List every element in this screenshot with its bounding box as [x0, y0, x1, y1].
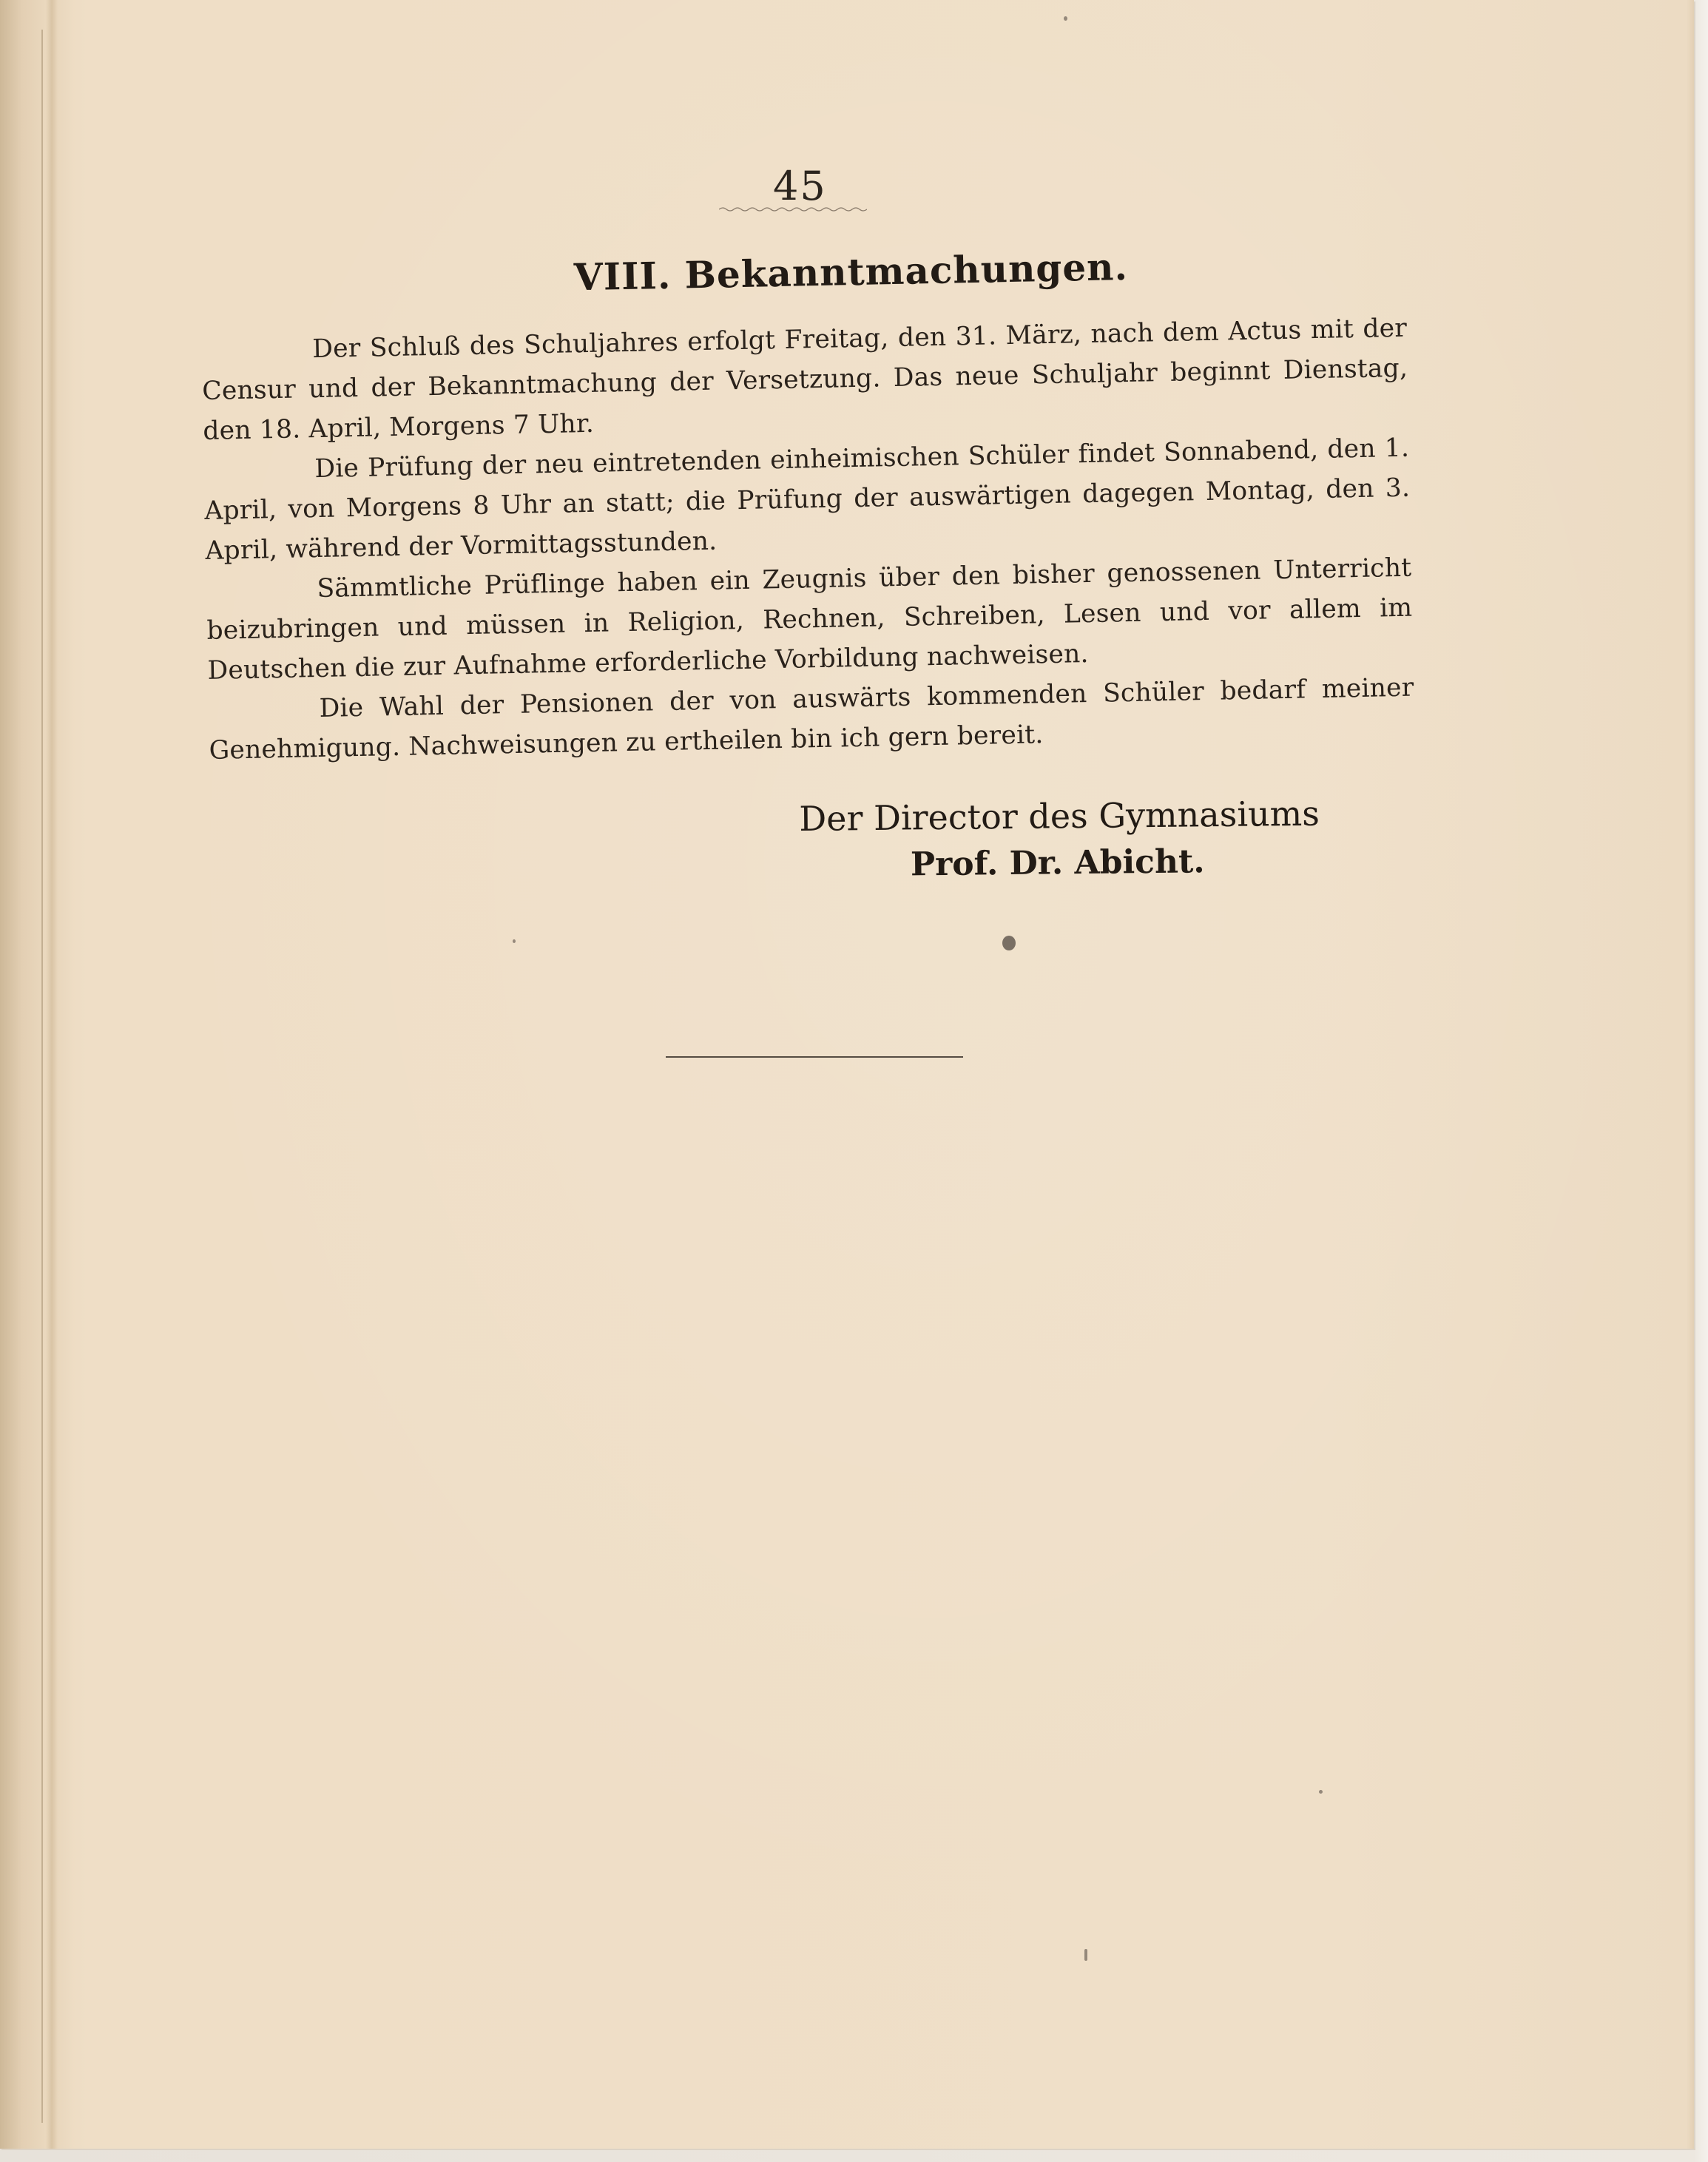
announcement-section: [200, 240, 1415, 771]
signature-name: Prof. Dr. Abicht.: [910, 842, 1205, 884]
paper-speck: [1319, 1790, 1323, 1794]
paragraph-boarding: Die Wahl der Pensionen der von auswärts kommenden Schüler bedarf meiner Genehmigung. Nachweisungen zu ertheilen bin ich gern bereit.: [209, 672, 1414, 766]
paper-speck: [513, 939, 516, 943]
signature-block: [799, 790, 1320, 890]
page-number-ornament: [719, 206, 867, 213]
signature-title: Der Director des Gymnasiums: [799, 793, 1320, 839]
paragraph-examination: Die Prüfung der neu eintretenden einheimischen Schüler findet Sonnabend, den 1. April, von Morgens 8 Uhr an statt; die Prüfung der auswärtigen dagegen Montag, den 3. April, während der Vormittagsstunden.: [204, 433, 1411, 566]
section-divider-rule: [666, 1056, 963, 1058]
paper-speck: [1084, 1949, 1087, 1961]
page-number: 45: [773, 163, 827, 209]
paper-speck: [1064, 16, 1067, 21]
section-heading: VIII. Bekanntmachungen.: [573, 244, 1129, 300]
paragraph-school-year: Der Schluß des Schuljahres erfolgt Freitag, den 31. März, nach dem Actus mit der Censur und der Bekanntmachung der Versetzung. Das neue Schuljahr beginnt Dienstag, den 18. April, Morgens 7 Uhr.: [201, 313, 1408, 446]
ink-spot: [1002, 936, 1016, 950]
binding-gutter: [0, 0, 74, 2149]
binding-crease: [41, 30, 43, 2123]
paragraph-certificates: Sämmtliche Prüflinge haben ein Zeugnis über den bisher genossenen Unterricht beizubringen und müssen in Religion, Rechnen, Schreiben, Lesen und vor allem im Deutschen die zur Aufnahme erforderliche Vorbildung nachweisen.: [206, 553, 1413, 686]
